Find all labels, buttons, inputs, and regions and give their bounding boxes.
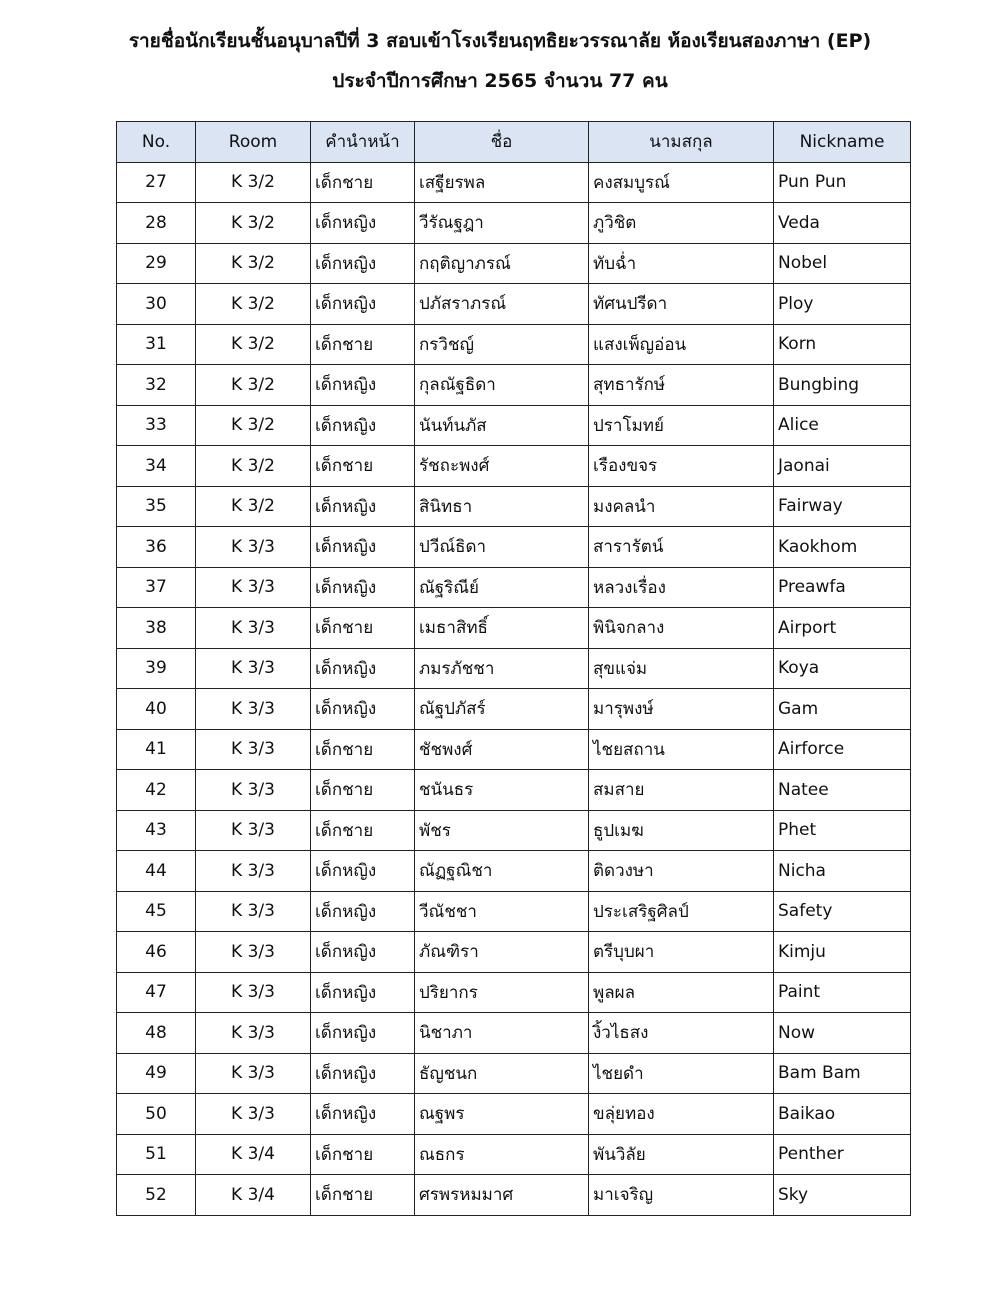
cell-last-name: ขลุ่ยทอง — [589, 1094, 774, 1135]
cell-first-name: กุลณัฐธิดา — [415, 365, 589, 406]
student-table — [116, 121, 911, 1216]
cell-last-name: ทับฉ่ำ — [589, 243, 774, 284]
cell-last-name: สมสาย — [589, 770, 774, 811]
cell-no: 38 — [117, 608, 196, 649]
cell-room: K 3/3 — [196, 810, 311, 851]
cell-nickname: Nobel — [774, 243, 911, 284]
cell-nickname: Airport — [774, 608, 911, 649]
cell-no: 42 — [117, 770, 196, 811]
cell-last-name: แสงเพ็ญอ่อน — [589, 324, 774, 365]
cell-no: 37 — [117, 567, 196, 608]
cell-last-name: ไชยดำ — [589, 1053, 774, 1094]
cell-last-name: พินิจกลาง — [589, 608, 774, 649]
cell-nickname: Now — [774, 1013, 911, 1054]
cell-no: 52 — [117, 1175, 196, 1216]
cell-room: K 3/3 — [196, 1094, 311, 1135]
cell-room: K 3/3 — [196, 527, 311, 568]
column-header-title: คำนำหน้า — [311, 122, 415, 163]
cell-nickname: Kaokhom — [774, 527, 911, 568]
cell-nickname: Bungbing — [774, 365, 911, 406]
cell-no: 40 — [117, 689, 196, 730]
cell-room: K 3/3 — [196, 1013, 311, 1054]
cell-no: 27 — [117, 162, 196, 203]
cell-last-name: ประเสริฐศิลป์ — [589, 891, 774, 932]
cell-nickname: Paint — [774, 972, 911, 1013]
cell-first-name: นิชาภา — [415, 1013, 589, 1054]
cell-no: 41 — [117, 729, 196, 770]
table-row — [117, 891, 911, 932]
cell-title: เด็กหญิง — [311, 405, 415, 446]
cell-first-name: ภัณฑิรา — [415, 932, 589, 973]
cell-first-name: ศรพรหมมาศ — [415, 1175, 589, 1216]
cell-room: K 3/3 — [196, 567, 311, 608]
cell-last-name: ภูวิชิต — [589, 203, 774, 244]
cell-room: K 3/2 — [196, 203, 311, 244]
table-row — [117, 162, 911, 203]
table-row — [117, 527, 911, 568]
cell-room: K 3/2 — [196, 324, 311, 365]
cell-room: K 3/2 — [196, 162, 311, 203]
cell-no: 33 — [117, 405, 196, 446]
cell-no: 48 — [117, 1013, 196, 1054]
cell-room: K 3/2 — [196, 365, 311, 406]
cell-no: 45 — [117, 891, 196, 932]
cell-nickname: Alice — [774, 405, 911, 446]
table-row — [117, 1175, 911, 1216]
cell-last-name: สุทธารักษ์ — [589, 365, 774, 406]
cell-first-name: สินิทธา — [415, 486, 589, 527]
table-row — [117, 324, 911, 365]
cell-first-name: ปวีณ์ธิดา — [415, 527, 589, 568]
cell-last-name: มาเจริญ — [589, 1175, 774, 1216]
cell-room: K 3/4 — [196, 1175, 311, 1216]
cell-first-name: กฤติญาภรณ์ — [415, 243, 589, 284]
cell-nickname: Ploy — [774, 284, 911, 325]
table-row — [117, 1013, 911, 1054]
cell-last-name: ปราโมทย์ — [589, 405, 774, 446]
table-row — [117, 203, 911, 244]
cell-no: 50 — [117, 1094, 196, 1135]
cell-title: เด็กชาย — [311, 608, 415, 649]
cell-room: K 3/3 — [196, 972, 311, 1013]
cell-first-name: วีรัณฐฎา — [415, 203, 589, 244]
cell-title: เด็กหญิง — [311, 284, 415, 325]
table-row — [117, 1134, 911, 1175]
cell-last-name: สารารัตน์ — [589, 527, 774, 568]
cell-title: เด็กชาย — [311, 729, 415, 770]
cell-room: K 3/3 — [196, 1053, 311, 1094]
cell-room: K 3/3 — [196, 770, 311, 811]
cell-last-name: พูลผล — [589, 972, 774, 1013]
document-title: รายชื่อนักเรียนชั้นอนุบาลปีที่ 3 สอบเข้าโรงเรียนฤทธิยะวรรณาลัย ห้องเรียนสองภาษา (EP) — [128, 30, 872, 52]
column-header-last-name: นามสกุล — [589, 122, 774, 163]
cell-title: เด็กชาย — [311, 770, 415, 811]
cell-no: 35 — [117, 486, 196, 527]
cell-first-name: วีณัชชา — [415, 891, 589, 932]
cell-room: K 3/3 — [196, 689, 311, 730]
cell-first-name: ปริยากร — [415, 972, 589, 1013]
cell-no: 43 — [117, 810, 196, 851]
cell-no: 51 — [117, 1134, 196, 1175]
table-row — [117, 648, 911, 689]
column-header-nickname: Nickname — [774, 122, 911, 163]
cell-room: K 3/2 — [196, 446, 311, 487]
cell-no: 39 — [117, 648, 196, 689]
cell-title: เด็กหญิง — [311, 243, 415, 284]
cell-title: เด็กหญิง — [311, 203, 415, 244]
cell-first-name: ปภัสราภรณ์ — [415, 284, 589, 325]
cell-no: 46 — [117, 932, 196, 973]
table-row — [117, 932, 911, 973]
table-row — [117, 405, 911, 446]
cell-title: เด็กหญิง — [311, 1013, 415, 1054]
cell-no: 49 — [117, 1053, 196, 1094]
cell-last-name: หลวงเรื่อง — [589, 567, 774, 608]
cell-last-name: ไชยสถาน — [589, 729, 774, 770]
cell-room: K 3/3 — [196, 932, 311, 973]
cell-no: 29 — [117, 243, 196, 284]
cell-first-name: กรวิชญ์ — [415, 324, 589, 365]
cell-room: K 3/3 — [196, 648, 311, 689]
cell-title: เด็กหญิง — [311, 1053, 415, 1094]
cell-nickname: Koya — [774, 648, 911, 689]
table-header-row — [117, 122, 911, 163]
cell-no: 47 — [117, 972, 196, 1013]
cell-first-name: ณัฐปภัสร์ — [415, 689, 589, 730]
cell-last-name: ทัศนปรีดา — [589, 284, 774, 325]
cell-title: เด็กหญิง — [311, 527, 415, 568]
cell-nickname: Penther — [774, 1134, 911, 1175]
cell-first-name: พัชร — [415, 810, 589, 851]
table-row — [117, 243, 911, 284]
table-row — [117, 284, 911, 325]
cell-first-name: นันท์นภัส — [415, 405, 589, 446]
cell-first-name: ชัชพงศ์ — [415, 729, 589, 770]
cell-nickname: Korn — [774, 324, 911, 365]
cell-last-name: งิ้วไธสง — [589, 1013, 774, 1054]
cell-first-name: ชนันธร — [415, 770, 589, 811]
cell-title: เด็กหญิง — [311, 932, 415, 973]
cell-nickname: Pun Pun — [774, 162, 911, 203]
cell-last-name: ติดวงษา — [589, 851, 774, 892]
cell-nickname: Preawfa — [774, 567, 911, 608]
document-subtitle: ประจำปีการศึกษา 2565 จำนวน 77 คน — [332, 70, 668, 92]
cell-no: 28 — [117, 203, 196, 244]
cell-no: 30 — [117, 284, 196, 325]
cell-last-name: ธูปเมฆ — [589, 810, 774, 851]
cell-last-name: ตรีบุบผา — [589, 932, 774, 973]
cell-nickname: Veda — [774, 203, 911, 244]
cell-title: เด็กหญิง — [311, 1094, 415, 1135]
cell-first-name: ณธกร — [415, 1134, 589, 1175]
cell-title: เด็กชาย — [311, 324, 415, 365]
cell-title: เด็กหญิง — [311, 689, 415, 730]
cell-title: เด็กชาย — [311, 1134, 415, 1175]
cell-last-name: มงคลนำ — [589, 486, 774, 527]
column-header-first-name: ชื่อ — [415, 122, 589, 163]
cell-title: เด็กหญิง — [311, 567, 415, 608]
cell-nickname: Fairway — [774, 486, 911, 527]
cell-nickname: Sky — [774, 1175, 911, 1216]
cell-room: K 3/2 — [196, 284, 311, 325]
table-row — [117, 972, 911, 1013]
cell-last-name: มารุพงษ์ — [589, 689, 774, 730]
table-row — [117, 365, 911, 406]
cell-title: เด็กหญิง — [311, 648, 415, 689]
cell-title: เด็กหญิง — [311, 891, 415, 932]
table-row — [117, 810, 911, 851]
cell-nickname: Nicha — [774, 851, 911, 892]
cell-nickname: Phet — [774, 810, 911, 851]
table-row — [117, 729, 911, 770]
cell-first-name: ณัฐริณีย์ — [415, 567, 589, 608]
table-row — [117, 486, 911, 527]
cell-room: K 3/4 — [196, 1134, 311, 1175]
cell-first-name: เสฐียรพล — [415, 162, 589, 203]
cell-last-name: คงสมบูรณ์ — [589, 162, 774, 203]
cell-nickname: Airforce — [774, 729, 911, 770]
table-row — [117, 770, 911, 811]
table-row — [117, 1053, 911, 1094]
cell-title: เด็กชาย — [311, 1175, 415, 1216]
cell-nickname: Natee — [774, 770, 911, 811]
cell-title: เด็กหญิง — [311, 486, 415, 527]
cell-title: เด็กชาย — [311, 810, 415, 851]
cell-no: 31 — [117, 324, 196, 365]
cell-first-name: ธัญชนก — [415, 1053, 589, 1094]
cell-title: เด็กชาย — [311, 162, 415, 203]
cell-title: เด็กหญิง — [311, 972, 415, 1013]
cell-no: 44 — [117, 851, 196, 892]
cell-first-name: ณัฏฐณิชา — [415, 851, 589, 892]
cell-first-name: ณฐพร — [415, 1094, 589, 1135]
cell-no: 34 — [117, 446, 196, 487]
cell-title: เด็กหญิง — [311, 851, 415, 892]
cell-last-name: พันวิลัย — [589, 1134, 774, 1175]
cell-room: K 3/2 — [196, 243, 311, 284]
cell-room: K 3/2 — [196, 405, 311, 446]
cell-room: K 3/3 — [196, 608, 311, 649]
cell-title: เด็กชาย — [311, 446, 415, 487]
cell-room: K 3/3 — [196, 729, 311, 770]
table-row — [117, 608, 911, 649]
table-row — [117, 851, 911, 892]
table-row — [117, 689, 911, 730]
cell-first-name: ภมรภัชชา — [415, 648, 589, 689]
table-row — [117, 446, 911, 487]
cell-room: K 3/2 — [196, 486, 311, 527]
cell-nickname: Bam Bam — [774, 1053, 911, 1094]
table-body — [117, 162, 911, 1215]
column-header-no: No. — [117, 122, 196, 163]
cell-nickname: Kimju — [774, 932, 911, 973]
cell-no: 36 — [117, 527, 196, 568]
cell-no: 32 — [117, 365, 196, 406]
cell-nickname: Baikao — [774, 1094, 911, 1135]
cell-room: K 3/3 — [196, 891, 311, 932]
cell-title: เด็กหญิง — [311, 365, 415, 406]
cell-nickname: Safety — [774, 891, 911, 932]
cell-last-name: เรืองขจร — [589, 446, 774, 487]
cell-last-name: สุขแจ่ม — [589, 648, 774, 689]
table-row — [117, 1094, 911, 1135]
cell-room: K 3/3 — [196, 851, 311, 892]
column-header-room: Room — [196, 122, 311, 163]
cell-first-name: เมธาสิทธิ์ — [415, 608, 589, 649]
cell-nickname: Gam — [774, 689, 911, 730]
table-row — [117, 567, 911, 608]
cell-first-name: รัชถะพงศ์ — [415, 446, 589, 487]
cell-nickname: Jaonai — [774, 446, 911, 487]
